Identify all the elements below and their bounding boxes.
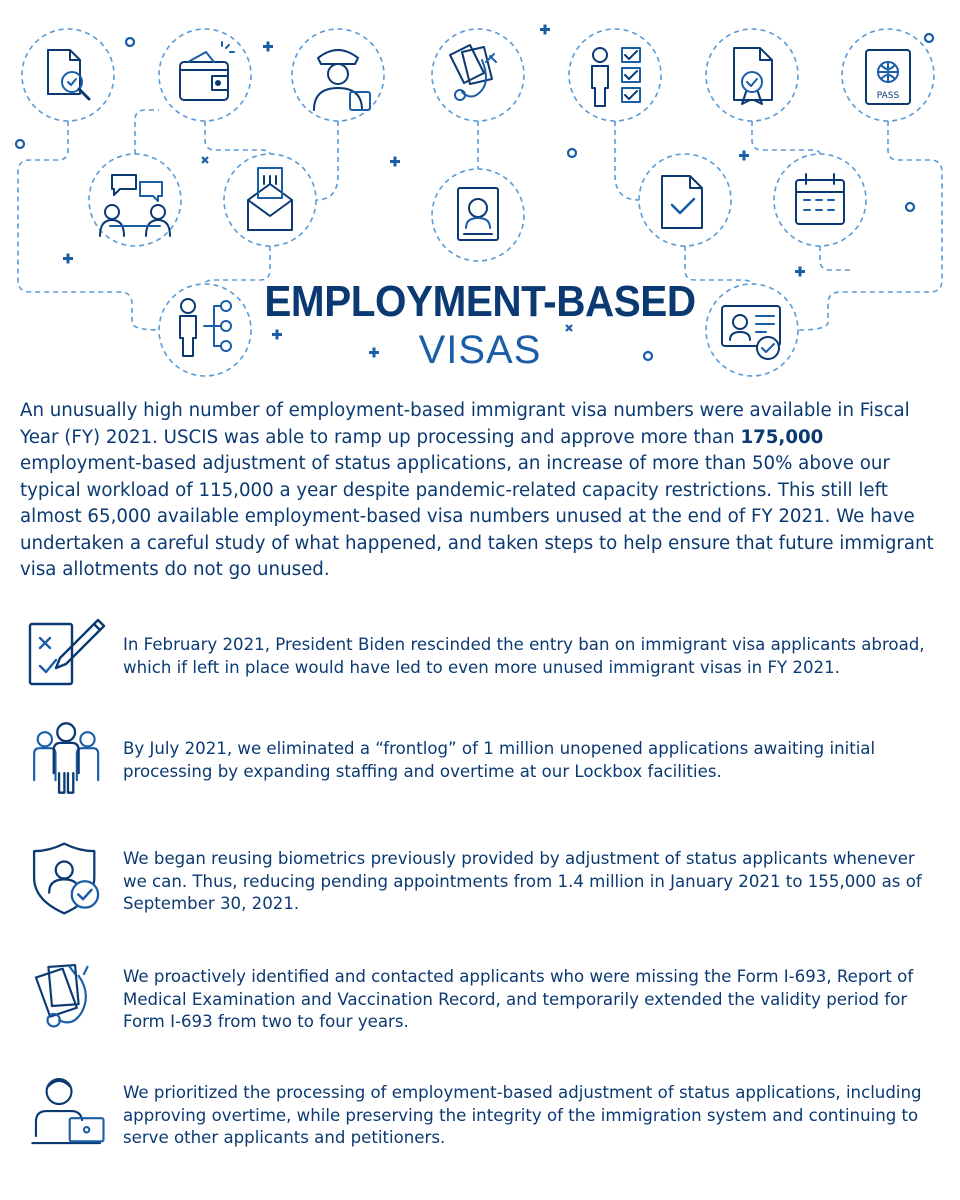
- item-text: In February 2021, President Biden rescinded the entry ban on immigrant visa applicants abroad, which if left in place would have led to even more unused immigrant visas in FY 2021.: [123, 635, 925, 677]
- page-title: [0, 278, 960, 372]
- staff-group-icon: [20, 718, 115, 798]
- intro-paragraph: [20, 398, 945, 584]
- item-text: We began reusing biometrics previously provided by adjustment of status applicants whenever we can. Thus, reducing pending appointments from 1.4 million in January 2021 to 155,000 as of September 30, 2021.: [123, 849, 922, 913]
- intro-text-part2: employment-based adjustment of status applications, an increase of more than 50% above our typical workload of 115,000 a year despite pandemic-related capacity restrictions. This still left almost 65,000 available employment-based visa numbers unused at the end of FY 2021. We have undertaken a careful study of what happened, and taken steps to help ensure that future immigrant visa allotments do not go unused.: [20, 453, 934, 580]
- item-text: We prioritized the processing of employment-based adjustment of status applications, including approving overtime, while preserving the integrity of the immigration system and continuing to serve other applicants and petitioners.: [123, 1083, 922, 1147]
- shield-person-check-icon: [20, 838, 115, 918]
- ballot-pen-icon: [20, 608, 115, 688]
- title-sub: VISAS: [418, 328, 542, 372]
- svg-text:PASS: PASS: [876, 91, 900, 101]
- medical-form-stethoscope-icon: [20, 958, 115, 1038]
- title-main: EMPLOYMENT-BASED: [264, 277, 696, 326]
- intro-text-part1: An unusually high number of employment-based immigrant visa numbers were available in Fiscal Year (FY) 2021. USCIS was able to ramp up processing and approve more than: [20, 400, 910, 448]
- item-text: By July 2021, we eliminated a “frontlog” of 1 million unopened applications awaiting initial processing by expanding staffing and overtime at our Lockbox facilities.: [123, 739, 876, 781]
- item-text: We proactively identified and contacted applicants who were missing the Form I-693, Report of Medical Examination and Vaccination Record, and temporarily extended the validity period for Form I-693 from two to four years.: [123, 967, 914, 1031]
- worker-laptop-icon: [20, 1072, 115, 1152]
- intro-highlight: 175,000: [740, 426, 824, 448]
